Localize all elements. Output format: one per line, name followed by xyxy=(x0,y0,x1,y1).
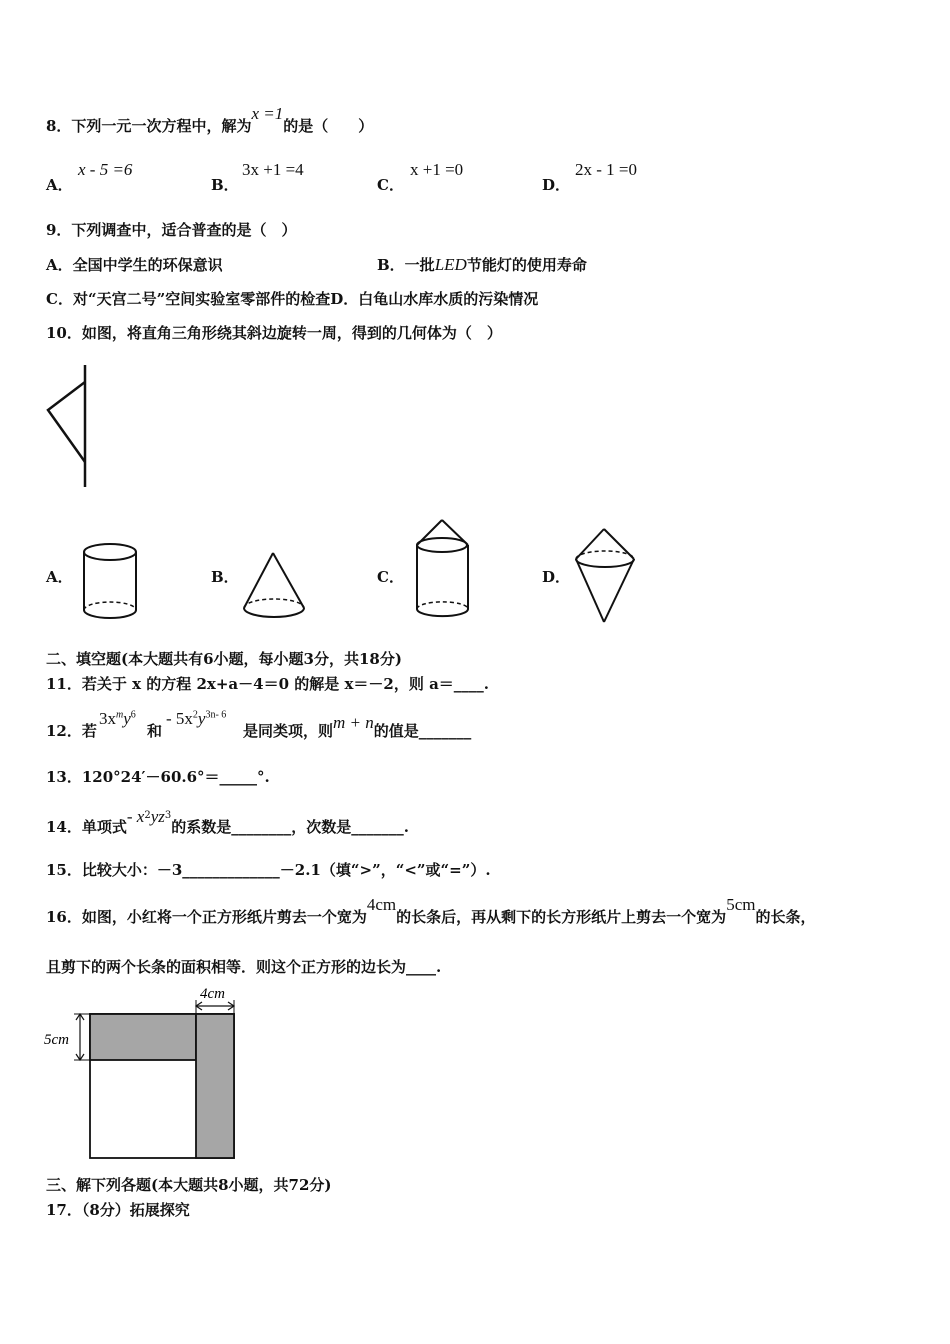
q16-line1: 16．如图，小红将一个正方形纸片剪去一个宽为4cm的长条后，再从剩下的长方形纸片上剪去一个宽为5cm的长条， xyxy=(46,895,816,926)
q12-post: 是同类项，则m + n的值是_______ xyxy=(243,713,472,740)
q10-option-d-label: D． xyxy=(542,568,571,586)
q8-option-c-math: x +1 =0 xyxy=(410,160,464,179)
q8-option-d-label: D． xyxy=(542,176,571,194)
q16-figure-label-left: 5cm xyxy=(44,1032,69,1048)
q8-option-a-math: x - 5 =6 xyxy=(78,160,133,179)
q9-option-b: B．一批LED节能灯的使用寿命 xyxy=(377,255,587,274)
q10-option-b-label: B． xyxy=(211,568,239,586)
q12-term1: $3x^my^6$ xyxy=(99,709,136,728)
q8-stem: 8．下列一元一次方程中，解为x =1的是（ ） xyxy=(46,104,374,135)
section-3-heading: 三、解下列各题(本大题共8小题，共72分) xyxy=(46,1176,332,1194)
section-2-heading: 二、填空题(本大题共有6小题，每小题3分，共18分) xyxy=(46,650,402,668)
q10-triangle-figure xyxy=(40,360,100,490)
q9-stem: 9．下列调查中，适合普查的是（ ） xyxy=(46,221,297,239)
q10-cylinder-figure xyxy=(80,540,140,625)
q9-option-a: A．全国中学生的环保意识 xyxy=(46,256,223,274)
q12-and: 和 xyxy=(147,722,163,740)
q10-option-c-label: C． xyxy=(377,568,404,586)
q16-figure-label-top: 4cm xyxy=(200,986,225,1002)
q14: 14．单项式- $x^2yz^3$的系数是________，次数是_______. xyxy=(46,807,409,836)
q15: 15．比较大小：－3_____________－2.1（填“>”，“<”或“=”）. xyxy=(46,861,491,879)
q12-pre: 12．若 xyxy=(46,722,97,740)
q8-stem-math: x =1 xyxy=(251,104,284,123)
q8-option-d-math: 2x - 1 =0 xyxy=(575,160,637,179)
q13: 13．120°24′－60.6°＝_____°. xyxy=(46,768,270,786)
q10-cone-figure xyxy=(240,548,310,623)
q8-option-b-math: 3x +1 =4 xyxy=(242,160,304,179)
q10-double-cone-figure xyxy=(572,525,642,627)
q8-option-b-label: B． xyxy=(211,176,239,194)
q10-cylinder-cone-figure xyxy=(413,517,475,622)
q12-term2: - $5x^2y^{3n- 6}$ xyxy=(166,709,227,728)
q11: 11．若关于 x 的方程 2x+a－4＝0 的解是 x＝－2，则 a＝____. xyxy=(46,675,490,693)
q17: 17．（8分）拓展探究 xyxy=(46,1201,190,1219)
q10-option-a-label: A． xyxy=(46,568,73,586)
q16-line2: 且剪下的两个长条的面积相等．则这个正方形的边长为____. xyxy=(46,958,442,976)
q16-square-figure xyxy=(40,982,250,1162)
q10-stem: 10．如图，将直角三角形绕其斜边旋转一周，得到的几何体为（ ） xyxy=(46,324,502,342)
q8-option-c-label: C． xyxy=(377,176,404,194)
q9-option-c: C．对“天宫二号”空间实验室零部件的检查D．白龟山水库水质的污染情况 xyxy=(46,290,539,308)
q8-option-a-label: A． xyxy=(46,176,73,194)
